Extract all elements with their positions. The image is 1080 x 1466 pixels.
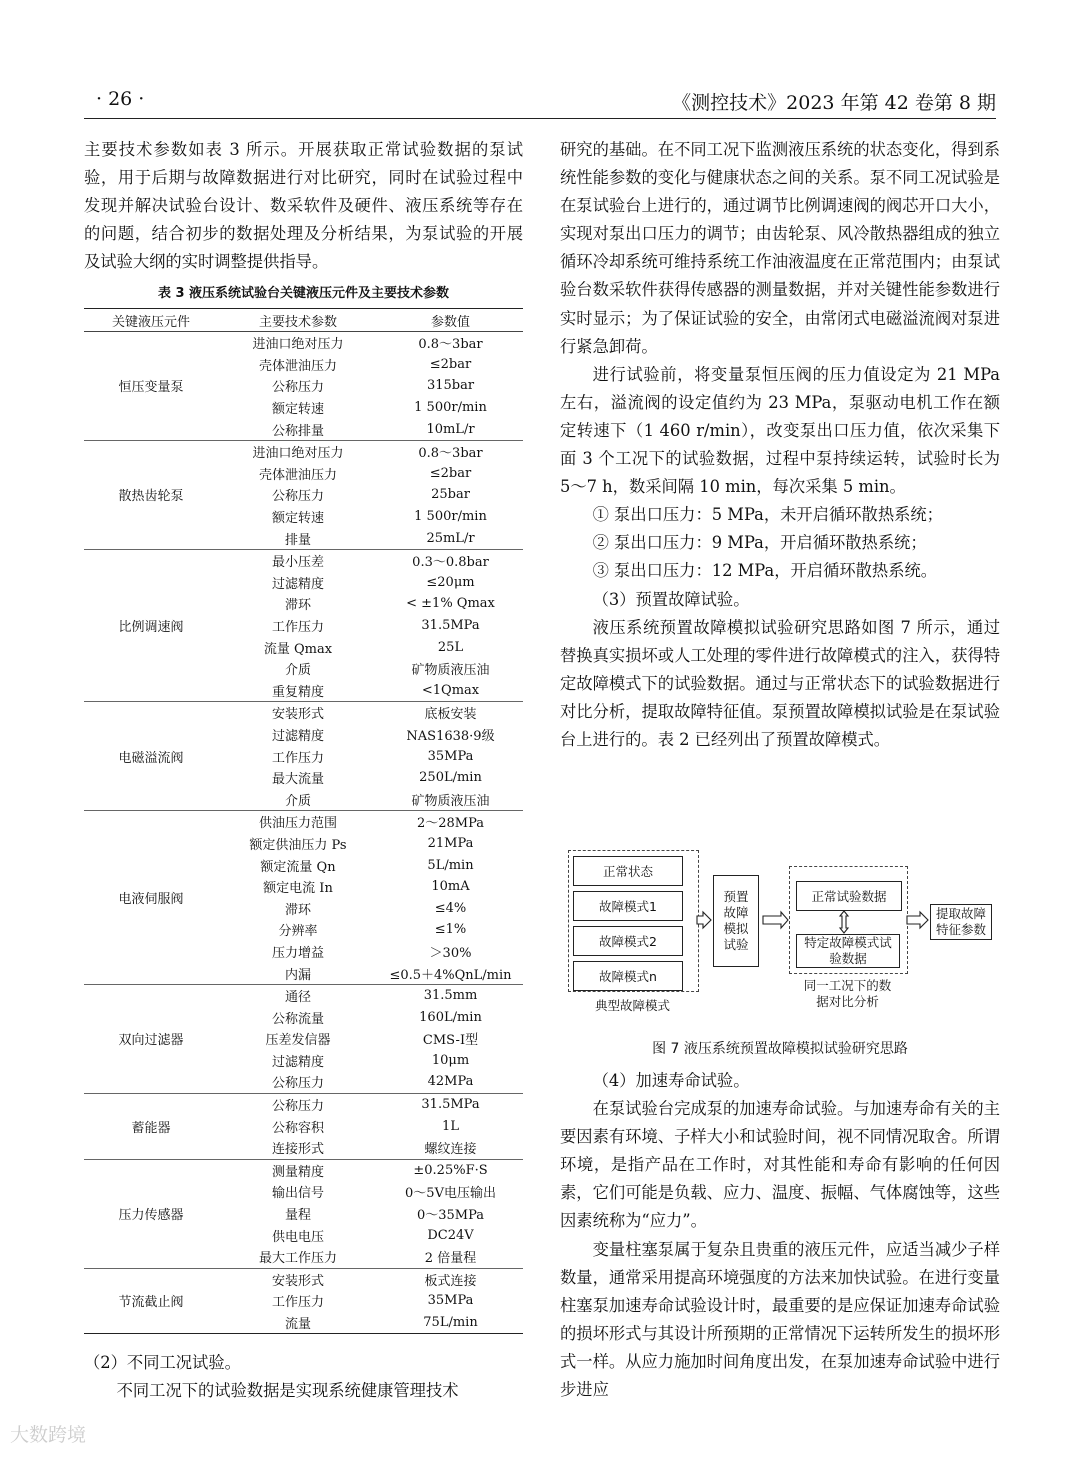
table-row (84, 1159, 523, 1181)
fault-mode-2-box: 故障模式2 (573, 926, 683, 956)
comparison-label: 同一工况下的数据对比分析 (803, 978, 892, 1009)
table-row (84, 702, 523, 724)
figure-7 (563, 846, 999, 1026)
param-name: 最大工作压力 (258, 1251, 337, 1267)
param-name: 安装形式 (218, 702, 378, 724)
specific-fault-data-box: 特定故障模式试验数据 (796, 934, 900, 968)
param-value: 42MPa (427, 1074, 474, 1090)
param-name: 测量精度 (218, 1159, 378, 1181)
param-value: 250L/min (419, 770, 482, 786)
param-name: 公称容积 (271, 1120, 324, 1136)
param-value: ≤0.5＋4%QnL/min (389, 967, 512, 983)
fault-mode-1-box: 故障模式1 (573, 891, 683, 921)
component-name: 比例调速阀 (84, 549, 218, 701)
param-value: DC24V (427, 1227, 474, 1243)
param-value: 35MPa (427, 748, 474, 764)
section-heading: （3）预置故障试验。 (592, 589, 750, 609)
param-value: 10μm (431, 1052, 470, 1068)
param-name: 压力增益 (271, 945, 324, 961)
table-header-row (84, 309, 523, 332)
param-name: 供电电压 (271, 1229, 324, 1245)
param-name: 重复精度 (271, 684, 324, 700)
param-name: 壳体泄油压力 (258, 358, 337, 374)
right-column-bottom (560, 1067, 1000, 1404)
param-name: 额定供油压力 Ps (249, 837, 347, 853)
paragraph: 进行试验前，将变量泵恒压阀的压力值设定为 21 MPa 左右，溢流阀的设定值约为 23 MPa，泵驱动电机工作在额定转速下（1 460 r/min），改变泵出口压力值，依次采集下面 3 个工况下的试验数据，过程中泵持续运转，试验时长为 5～7 h，数采间隔 10 min，每次采集 5 min。 (560, 364, 1000, 497)
table-body (84, 332, 523, 1334)
param-name: 流量 (218, 1312, 378, 1334)
param-value: 0.8～3bar (378, 440, 523, 462)
param-value: 1 500r/min (414, 400, 487, 416)
param-value: 31.5mm (378, 984, 523, 1006)
param-value: 10mA (431, 879, 470, 895)
paragraph: 变量柱塞泵属于复杂且贵重的液压元件，应适当减少子样数量，通常采用提高环境强度的方法来加快试验。在进行变量柱塞泵加速寿命试验设计时，最重要的是应保证加速寿命试验的损坏形式与其设计所预期的正常情况下运转所发生的损坏形式一样。从应力施加时间角度出发，在泵加速寿命试验中进行步进应 (560, 1239, 1000, 1400)
paragraph: 在泵试验台完成泵的加速寿命试验。与加速寿命有关的主要因素有环境、子样大小和试验时间，视不同情况取舍。所谓环境，是指产品在工作时，对其性能和寿命有影响的任何因素，它们可能是负载、应力、温度、振幅、气体腐蚀等，这些因素统称为“应力”。 (560, 1099, 1000, 1231)
param-name: 额定转速 (271, 402, 324, 418)
param-value: 2～28MPa (378, 811, 523, 833)
param-name: 额定电流 In (263, 881, 333, 897)
table-row (84, 440, 523, 462)
param-name: 压差发信器 (265, 1033, 331, 1049)
param-value: 315bar (426, 378, 475, 394)
param-name: 工作压力 (271, 620, 324, 636)
param-name: 工作压力 (271, 1295, 324, 1311)
param-value: 板式连接 (378, 1268, 523, 1290)
table-row (84, 1268, 523, 1290)
table-row (84, 549, 523, 571)
right-column (560, 136, 1000, 754)
param-value: 0.3～0.8bar (378, 549, 523, 571)
param-name: 公称压力 (271, 1076, 324, 1092)
paragraph: 研究的基础。在不同工况下监测液压系统的状态变化，得到系统性能参数的变化与健康状态之间的关系。泵不同工况试验是在泵试验台上进行的，通过调节比例调速阀的阀芯开口大小，实现对泵出口压力的调节；由齿轮泵、风冷散热器组成的独立循环冷却系统可维持系统工作油液温度在正常范围内；由泵试验台数采软件获得传感器的测量数据，并对关键性能参数进行实时显示；为了保证试验的安全，由常闭式电磁溢流阀对泵进行紧急卸荷。 (560, 140, 1000, 356)
param-name: 供油压力范围 (218, 811, 378, 833)
param-name: 工作压力 (271, 750, 324, 766)
col-header-param: 主要技术参数 (218, 309, 378, 332)
param-name: 公称压力 (271, 489, 324, 505)
param-value: 0～35MPa (416, 1208, 485, 1224)
figure-caption: 图 7 液压系统预置故障模拟试验研究思路 (652, 1041, 908, 1057)
param-value: 25L (437, 639, 464, 655)
param-value: 35MPa (427, 1293, 474, 1309)
condition-item: ③ 泵出口压力：12 MPa，开启循环散热系统。 (592, 561, 938, 581)
param-name: 壳体泄油压力 (258, 467, 337, 483)
param-name: 过滤精度 (271, 728, 324, 744)
param-value: 5L/min (427, 857, 474, 873)
arrow-icon (907, 912, 928, 928)
fault-mode-n-box: 故障模式n (573, 961, 683, 991)
param-name: 进油口绝对压力 (218, 332, 378, 354)
param-name: 介质 (284, 793, 311, 809)
param-name: 输出信号 (271, 1186, 324, 1202)
section-heading: （2）不同工况试验。 (84, 1353, 241, 1372)
journal-header: 《测控技术》2023 年第 42 卷第 8 期 (672, 92, 996, 114)
param-value: 160L/min (419, 1009, 482, 1025)
param-name: 过滤精度 (271, 576, 324, 592)
left-column-bottom (84, 1349, 523, 1405)
param-name: 连接形式 (271, 1142, 324, 1158)
arrow-icon (697, 912, 711, 928)
header-rule (84, 118, 996, 119)
param-name: 介质 (284, 663, 311, 679)
paragraph: 液压系统预置故障模拟试验研究思路如图 7 所示，通过替换真实损坏或人工处理的零件进行故障模式的注入，获得特定故障模式下的试验数据。通过与正常状态下的试验数据进行对比分析，提取故障特征值。泵预置故障模拟试验是在泵试验台上进行的。表 2 已经列出了预置故障模式。 (560, 617, 1000, 749)
table-row (84, 332, 523, 354)
table-row (84, 1093, 523, 1115)
table-row (84, 984, 523, 1006)
param-name: 进油口绝对压力 (218, 440, 378, 462)
condition-item: ② 泵出口压力：9 MPa，开启循环散热系统； (592, 533, 927, 553)
param-name: 过滤精度 (271, 1054, 324, 1070)
param-value: 10mL/r (426, 421, 475, 437)
param-value: 2 倍量程 (424, 1251, 477, 1267)
param-value: 31.5MPa (378, 1093, 523, 1115)
param-name: 滞环 (284, 902, 311, 918)
preset-fault-test-box: 预置故障模拟试验 (713, 875, 759, 967)
param-value: 31.5MPa (421, 618, 480, 634)
param-name: 公称排量 (271, 423, 324, 439)
component-name: 恒压变量泵 (84, 332, 218, 441)
extract-feature-box: 提取故障特征参数 (930, 904, 992, 940)
component-name: 压力传感器 (84, 1159, 218, 1268)
param-name: 分辨率 (278, 924, 318, 940)
table-row (84, 811, 523, 833)
param-value: 底板安装 (378, 702, 523, 724)
component-name: 电磁溢流阀 (84, 702, 218, 811)
normal-data-box: 正常试验数据 (796, 881, 902, 911)
param-name: 流量 Qmax (263, 641, 333, 657)
param-value: 矿物质液压油 (411, 793, 490, 809)
param-value: 1 500r/min (414, 509, 487, 525)
param-name: 安装形式 (218, 1268, 378, 1290)
param-name: 通径 (218, 984, 378, 1006)
typical-fault-label: 典型故障模式 (594, 998, 670, 1013)
param-name: 公称压力 (271, 380, 324, 396)
component-name: 节流截止阀 (84, 1268, 218, 1334)
col-header-value: 参数值 (378, 309, 523, 332)
param-value: ≤2bar (429, 465, 472, 481)
param-name: 内漏 (284, 967, 311, 983)
param-name: 排量 (284, 532, 311, 548)
component-name: 双向过滤器 (84, 984, 218, 1093)
spec-table (84, 308, 523, 1334)
condition-item: ① 泵出口压力：5 MPa，未开启循环散热系统； (592, 505, 943, 525)
param-value: ±0.25%F·S (378, 1159, 523, 1181)
section-heading: （4）加速寿命试验。 (592, 1071, 750, 1090)
param-value: ≤2bar (429, 356, 472, 372)
param-value: ≤4% (434, 900, 467, 916)
param-value: 1L (442, 1118, 459, 1134)
param-name: 量程 (284, 1208, 311, 1224)
figure-arrows (563, 846, 999, 1026)
param-value: ≤20μm (426, 574, 475, 590)
param-value: ≤1% (434, 922, 467, 938)
param-name: 额定转速 (271, 511, 324, 527)
param-name: 最大流量 (271, 772, 324, 788)
param-value: 矿物质液压油 (411, 663, 490, 679)
left-column (84, 136, 523, 276)
param-name: 公称流量 (271, 1011, 324, 1027)
col-header-component: 关键液压元件 (84, 309, 218, 332)
param-value: 25bar (431, 487, 470, 503)
param-value: 25mL/r (426, 530, 475, 546)
arrow-icon (763, 912, 788, 928)
paragraph: 不同工况下的试验数据是实现系统健康管理技术 (116, 1381, 459, 1401)
param-name: 最小压差 (218, 549, 378, 571)
page-number: · 26 · (96, 88, 145, 110)
paragraph: 主要技术参数如表 3 所示。开展获取正常试验数据的泵试验，用于后期与故障数据进行对比研究，同时在试验过程中发现并解决试验台设计、数采软件及硬件、液压系统等存在的问题，结合初步的数据处理及分析结果，为泵试验的开展及试验大纲的实时调整提供指导。 (84, 140, 523, 272)
double-arrow-icon (840, 911, 848, 933)
component-name: 蓄能器 (84, 1093, 218, 1159)
component-name: 散热齿轮泵 (84, 440, 218, 549)
param-value: 21MPa (427, 835, 474, 851)
param-value: CMS-Ⅰ型 (422, 1033, 479, 1049)
param-value: 0～5V电压输出 (405, 1186, 496, 1202)
normal-state-box: 正常状态 (573, 856, 683, 886)
param-value: 75L/min (378, 1312, 523, 1334)
param-value: <1Qmax (421, 682, 480, 698)
param-value: 螺纹连接 (424, 1142, 477, 1158)
param-value: ＞30% (429, 945, 472, 961)
param-name: 公称压力 (218, 1093, 378, 1115)
param-value: 0.8～3bar (378, 332, 523, 354)
table-caption: 表 3 液压系统试验台关键液压元件及主要技术参数 (157, 286, 450, 301)
param-name: 滞环 (284, 598, 311, 614)
component-name: 电液伺服阀 (84, 811, 218, 985)
param-value: < ±1% Qmax (406, 596, 495, 612)
watermark-logo: 大数跨境 (10, 1424, 87, 1446)
param-name: 额定流量 Qn (260, 859, 336, 875)
param-value: NAS1638·9级 (406, 728, 495, 744)
